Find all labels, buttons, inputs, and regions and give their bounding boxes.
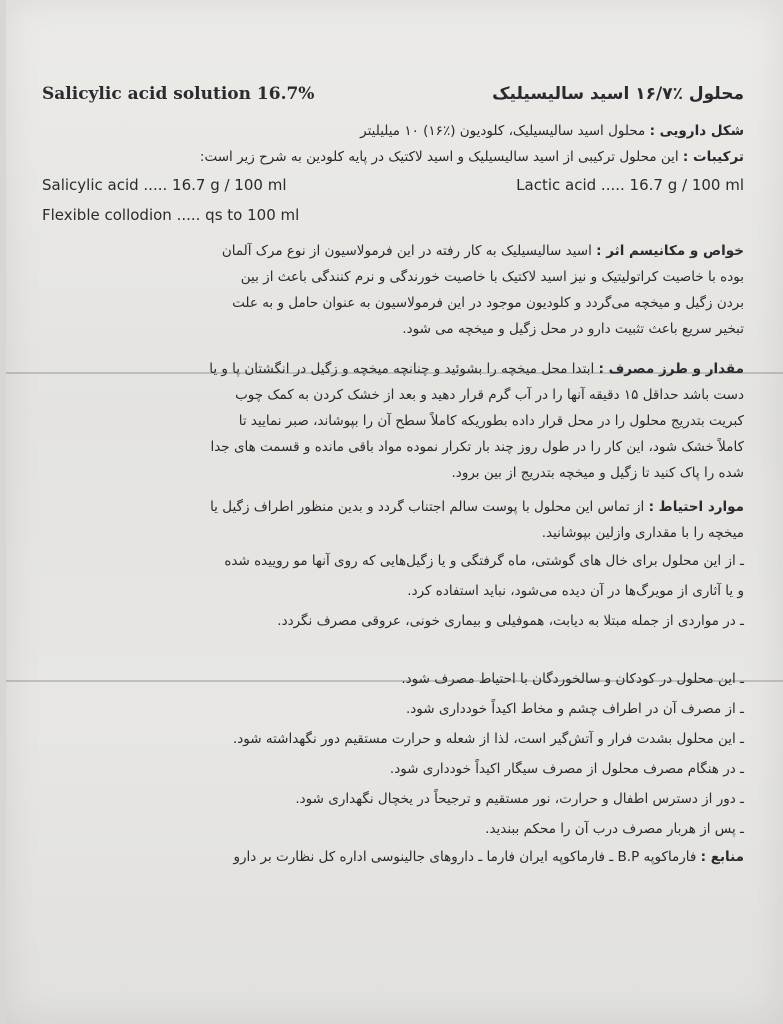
precaution-bullet: ـ این محلول بشدت فرار و آتش‌گیر است، لذا از شعله و حرارت مستقیم دور نگهداشته شود. — [232, 731, 744, 747]
composition-row — [42, 170, 744, 200]
precaution-bullet: ـ پس از هربار مصرف درب آن را محکم ببندید. — [485, 821, 744, 837]
dosage-form-label: شکل دارویی : — [649, 123, 744, 139]
precaution-bullet: ـ این محلول در کودکان و سالخوردگان با احتیاط مصرف شود. — [401, 671, 744, 687]
usage-line: مقدار و طرز مصرف : ابتدا محل میخچه را بشوئید و چنانچه میخچه و زگیل در انگشتان پا و یا — [209, 361, 744, 377]
usage-line: دست باشد حداقل ۱۵ دقیقه آنها را در آب گرم قرار دهید و بعد از خشک کردن به کمک چوب — [235, 387, 744, 403]
salicylic-acid-amount: Salicylic acid ..... 16.7 g / 100 ml — [42, 176, 287, 194]
sources — [42, 844, 744, 870]
sources-label: منابع : — [700, 849, 744, 865]
precautions-line: میخچه را با مقداری وازلین بپوشانید. — [541, 525, 744, 541]
dosage-form-text: محلول اسید سالیسیلیک، کلودیون (٪۱۶) ۱۰ میلیلیتر — [360, 123, 650, 139]
usage-line: کبریت بتدریج محلول را در محل قرار داده بطوریکه کاملاً سطح آن را بپوشاند، صبر نمایید تا — [238, 413, 744, 429]
title-persian: محلول ٪۱۶/۷ اسید سالیسیلیک — [492, 84, 744, 104]
usage-label: مقدار و طرز مصرف : — [598, 361, 744, 377]
composition-text: این محلول ترکیبی از اسید سالیسیلیک و اسید لاکتیک در پایه کلودین به شرح زیر است: — [199, 149, 683, 165]
precaution-bullet: ـ دور از دسترس اطفال و حرارت، نور مستقیم و ترجیحاً در یخچال نگهداری شود. — [295, 791, 744, 807]
precaution-bullet: و یا آثاری از مویرگ‌ها در آن دیده می‌شود، نباید استفاده کرد. — [407, 583, 744, 599]
title-row — [42, 84, 744, 118]
mechanism-line: بوده با خاصیت کراتولیتیک و نیز اسید لاکتیک با خاصیت خورندگی و نرم کنندگی باعث از بین — [240, 269, 744, 285]
usage-line: شده را پاک کنید تا زگیل و میخچه بتدریج از بین برود. — [451, 465, 744, 481]
sources-text: فارماکوپه B.P ـ فارماکوپه ایران فارما ـ داروهای جالینوسی اداره کل نظارت بر دارو — [233, 849, 701, 865]
composition-intro — [42, 144, 744, 170]
leaflet-sheet — [6, 0, 783, 1024]
precaution-bullet: ـ از این محلول برای خال های گوشتی، ماه گرفتگی و یا زگیل‌هایی که روی آنها مو روییده شده — [224, 553, 744, 569]
collodion-amount: Flexible collodion ..... qs to 100 ml — [42, 206, 300, 224]
precaution-bullet: ـ در هنگام مصرف محلول از مصرف سیگار اکیداً خودداری شود. — [389, 761, 744, 777]
title-english: Salicylic acid solution 16.7% — [42, 84, 315, 104]
precaution-bullet: ـ در مواردی از جمله مبتلا به دیابت، هموفیلی و بیماری خونی، عروقی مصرف نگردد. — [277, 613, 744, 629]
mechanism-line: بردن زگیل و میخچه می‌گردد و کلودیون موجود در این فرمولاسیون به عنوان حامل و به علت — [232, 295, 744, 311]
lactic-acid-amount: Lactic acid ..... 16.7 g / 100 ml — [516, 176, 744, 194]
composition-label: ترکیبات : — [682, 149, 744, 165]
precautions-label: موارد احتیاط : — [648, 499, 744, 515]
precautions-line: موارد احتیاط : از تماس این محلول با پوست سالم اجتناب گردد و بدین منظور اطراف زگیل یا — [210, 499, 744, 515]
mechanism-line: خواص و مکانیسم اثر : اسید سالیسیلیک به کار رفته در این فرمولاسیون از نوع مرک آلمان — [221, 243, 744, 259]
usage-line: کاملاً خشک شود، این کار را در طول روز چند بار تکرار نموده مواد باقی مانده و قسمت های جدا — [210, 439, 744, 455]
precaution-bullet: ـ از مصرف آن در اطراف چشم و مخاط اکیداً خودداری شود. — [406, 701, 744, 717]
dosage-form — [42, 118, 744, 144]
mechanism-label: خواص و مکانیسم اثر : — [596, 243, 744, 259]
leaflet-content — [42, 84, 744, 870]
mechanism-line: تبخیر سریع باعث تثبیت دارو در محل زگیل و میخچه می شود. — [402, 321, 744, 337]
